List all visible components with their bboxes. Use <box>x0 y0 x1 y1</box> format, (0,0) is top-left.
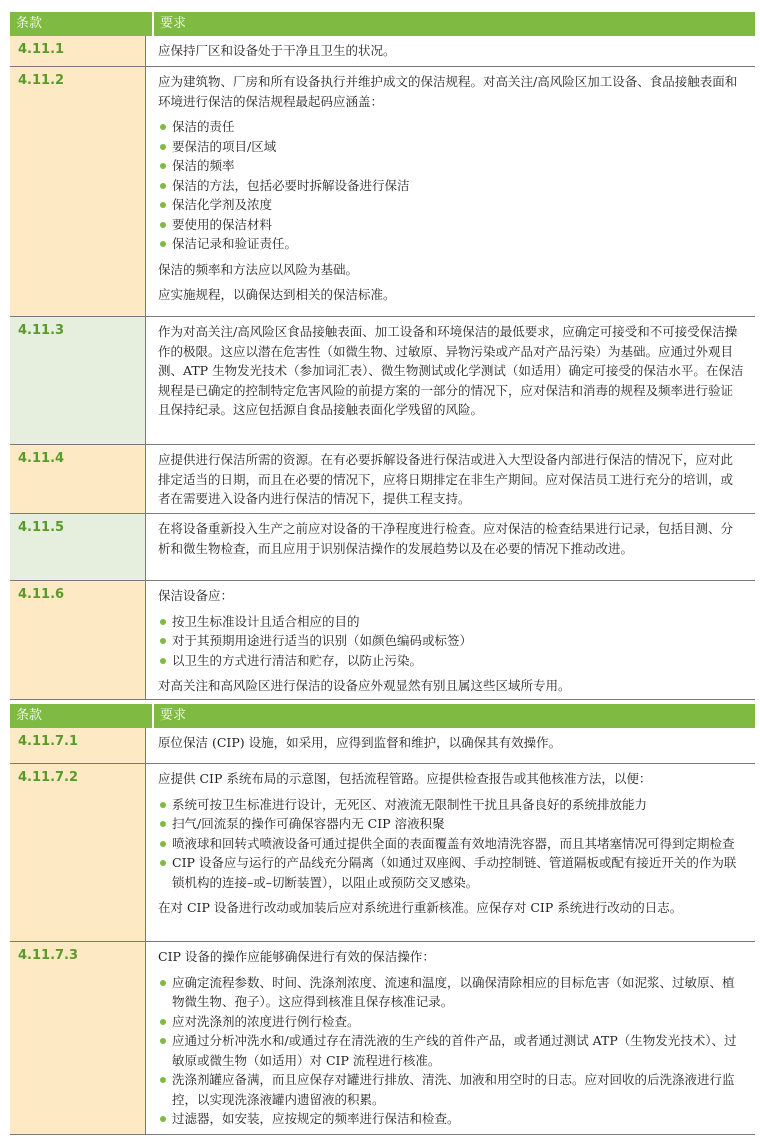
bullet-list <box>158 795 745 893</box>
clause-number: 4.11.1 <box>10 36 146 66</box>
clause-number: 4.11.7.2 <box>10 764 146 941</box>
bullet-list <box>158 973 745 1129</box>
list-item: 过滤器，如安装，应按规定的频率进行保洁和检查。 <box>158 1109 745 1129</box>
requirements-table <box>10 12 755 1135</box>
list-item: 保洁的频率 <box>158 156 745 176</box>
list-item: 按卫生标准设计且适合相应的目的 <box>158 612 745 632</box>
table-row <box>10 67 755 317</box>
bullet-list <box>158 117 745 254</box>
list-item: 系统可按卫生标准进行设计，无死区、对液流无限制性干扰且具备良好的系统排放能力 <box>158 795 745 815</box>
requirement-text <box>146 764 755 941</box>
paragraph: 应保持厂区和设备处于干净且卫生的状况。 <box>158 43 396 58</box>
paragraph: 在对 CIP 设备进行改动或加装后应对系统进行重新核准。应保存对 CIP 系统进行改动的日志。 <box>158 900 683 915</box>
list-item: 扫气/回流泵的操作可确保容器内无 CIP 溶液积聚 <box>158 814 745 834</box>
requirement-text <box>146 514 755 580</box>
requirement-text <box>146 317 755 444</box>
requirement-text <box>146 67 755 316</box>
paragraph: 对高关注和高风险区进行保洁的设备应外观显然有别且属这些区域所专用。 <box>158 678 571 693</box>
clause-number: 4.11.6 <box>10 581 146 699</box>
requirement-text <box>146 942 755 1134</box>
table-row <box>10 445 755 514</box>
requirement-text <box>146 36 755 66</box>
list-item: 洗涤剂罐应备满，而且应保存对罐进行排放、清洗、加液和用空时的日志。应对回收的后洗涤液进行监控，以实现洗涤液罐内遗留液的积累。 <box>158 1070 745 1109</box>
paragraph: CIP 设备的操作应能够确保进行有效的保洁操作： <box>158 949 435 964</box>
list-item: 保洁化学剂及浓度 <box>158 195 745 215</box>
list-item: 以卫生的方式进行清洁和贮存，以防止污染。 <box>158 651 745 671</box>
paragraph: 应为建筑物、厂房和所有设备执行并维护成文的保洁规程。对高关注/高风险区加工设备、食品接触表面和环境进行保洁的保洁规程最起码应涵盖： <box>158 74 738 109</box>
list-item: 喷液球和回转式喷液设备可通过提供全面的表面覆盖有效地清洗容器，而且其堵塞情况可得到定期检查 <box>158 834 745 854</box>
header-clause: 条款 <box>10 704 154 728</box>
table-row <box>10 581 755 700</box>
header-clause: 条款 <box>10 12 154 36</box>
clause-number: 4.11.7.1 <box>10 728 146 763</box>
list-item: 保洁记录和验证责任。 <box>158 234 745 254</box>
paragraph: 作为对高关注/高风险区食品接触表面、加工设备和环境保洁的最低要求，应确定可接受和不可接受保洁操作的极限。这应以潜在危害性（如微生物、过敏原、异物污染或产品对产品污染）为基础。应通过外观目测、ATP 生物发光技术（参加词汇表）、微生物测试或化学测试（如适用）确定可接受的保洁水平。在保洁规程是已确定的控制特定危害风险的前提方案的一部分的情况下，应对保洁和消毒的规程及频率进行验证且保持纪录。这应包括源自食品接触表面化学残留的风险。 <box>158 324 744 417</box>
bullet-list <box>158 612 745 671</box>
header-requirement: 要求 <box>160 16 187 31</box>
clause-number: 4.11.5 <box>10 514 146 580</box>
header-requirement: 要求 <box>160 708 187 723</box>
clause-number: 4.11.4 <box>10 445 146 513</box>
list-item: 保洁的方法，包括必要时拆解设备进行保洁 <box>158 176 745 196</box>
table-row <box>10 942 755 1135</box>
table-row <box>10 728 755 764</box>
list-item: CIP 设备应与运行的产品线充分隔离（如通过双座阀、手动控制链、管道隔板或配有接近开关的作为联锁机构的连接–或–切断装置），以阻止或预防交叉感染。 <box>158 853 745 892</box>
requirement-text <box>146 728 755 763</box>
list-item: 应对洗涤剂的浓度进行例行检查。 <box>158 1012 745 1032</box>
list-item: 应通过分析冲洗水和/或通过存在清洗液的生产线的首件产品，或者通过测试 ATP（生物发光技术）、过敏原或微生物（如适用）对 CIP 流程进行核准。 <box>158 1031 745 1070</box>
requirement-text <box>146 581 755 699</box>
clause-number: 4.11.3 <box>10 317 146 444</box>
list-item: 对于其预期用途进行适当的识别（如颜色编码或标签） <box>158 631 745 651</box>
paragraph: 保洁设备应： <box>158 588 234 603</box>
list-item: 要使用的保洁材料 <box>158 215 745 235</box>
table-header <box>10 704 755 728</box>
list-item: 要保洁的项目/区域 <box>158 137 745 157</box>
table-row <box>10 36 755 67</box>
paragraph: 应实施规程，以确保达到相关的保洁标准。 <box>158 287 396 302</box>
paragraph: 保洁的频率和方法应以风险为基础。 <box>158 261 359 277</box>
requirement-text <box>146 445 755 513</box>
clause-number: 4.11.7.3 <box>10 942 146 1134</box>
table-row <box>10 764 755 942</box>
paragraph: 应提供进行保洁所需的资源。在有必要拆解设备进行保洁或进入大型设备内部进行保洁的情况下，应对此排定适当的日期，而且在必要的情况下，应将日期排定在非生产期间。应对保洁员工进行充分的培训，或者在需要进入设备内进行保洁的情况下，提供工程支持。 <box>158 452 734 506</box>
paragraph: 应提供 CIP 系统布局的示意图，包括流程管路。应提供检查报告或其他核准方法，以便： <box>158 771 652 786</box>
paragraph: 原位保洁 (CIP) 设施，如采用，应得到监督和维护，以确保其有效操作。 <box>158 735 562 750</box>
table-row <box>10 514 755 581</box>
clause-number: 4.11.2 <box>10 67 146 316</box>
list-item: 应确定流程参数、时间、洗涤剂浓度、流速和温度，以确保清除相应的目标危害（如泥浆、过敏原、植物微生物、孢子）。这应得到核准且保存核准记录。 <box>158 973 745 1012</box>
paragraph: 在将设备重新投入生产之前应对设备的干净程度进行检查。应对保洁的检查结果进行记录，包括目测、分析和微生物检查，而且应用于识别保洁操作的发展趋势以及在必要的情况下推动改进。 <box>158 521 734 556</box>
table-header <box>10 12 755 36</box>
list-item: 保洁的责任 <box>158 117 745 137</box>
table-row <box>10 317 755 445</box>
